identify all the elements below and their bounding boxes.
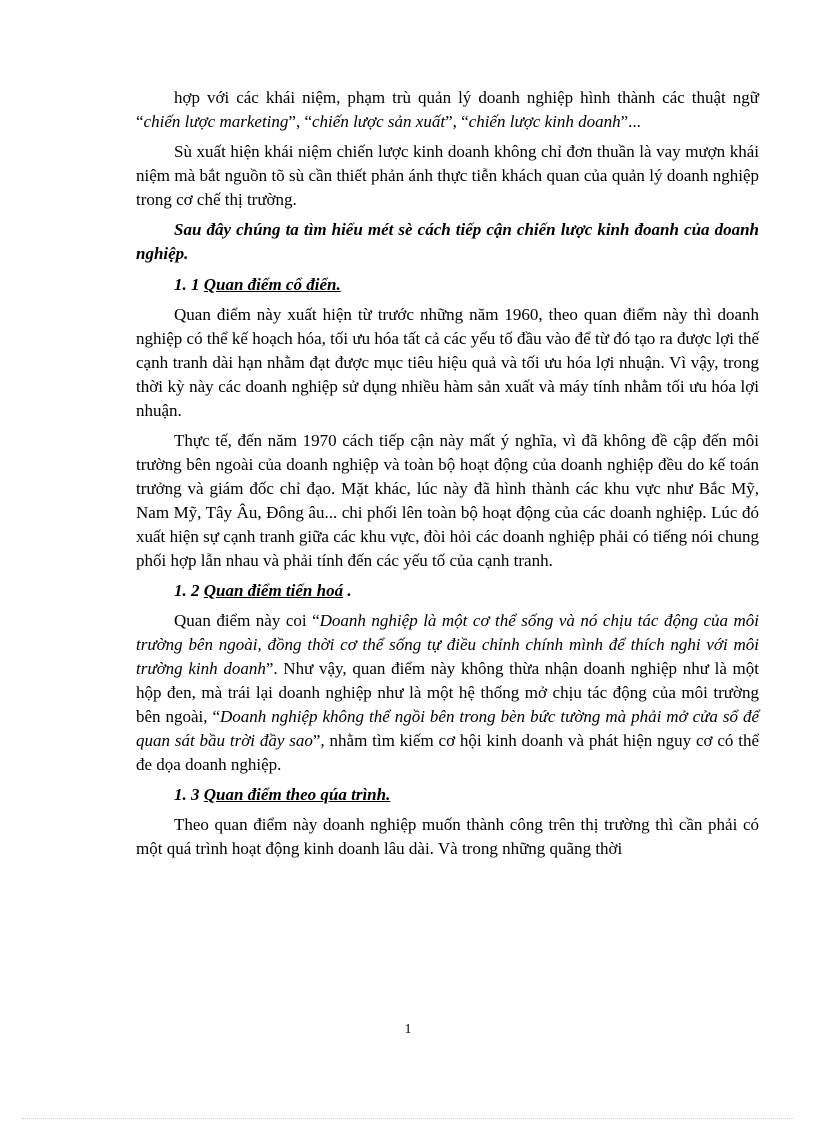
paragraph-1-text-4: ”... <box>620 112 641 131</box>
paragraph-1-text-2: ”, “ <box>288 112 312 131</box>
intro-bold-italic-paragraph: Sau đây chúng ta tìm hiểu mét sè cách tiếp cận chiến lược kinh đoanh của doanh nghiệp. <box>136 220 759 263</box>
paragraph-1-text-1: hợp với các khái niệm, phạm trù quản lý doanh nghiệp hình thành các thuật ngữ “ <box>136 88 759 131</box>
paragraph-evolution-quote-2: Doanh nghiệp không thể ngồi bên trong bèn bức tường mà phải mở cửa sổ để quan sát bầu trời đầy sao <box>136 707 759 750</box>
document-body <box>136 86 759 867</box>
section-heading-1-3 <box>136 783 759 807</box>
paragraph-evolution-text-2: ”. Như vậy, quan điểm này không thừa nhận doanh nghiệp như là một hộp đen, mà trái lại doanh nghiệp như là một hệ thống mở chịu tác động của môi trường bên ngoài, “ <box>136 659 760 726</box>
section-heading-1-2-title: Quan điểm tiến hoá <box>203 581 344 600</box>
section-heading-1-2-number: 1. 2 <box>174 581 204 600</box>
paragraph-1 <box>136 86 759 134</box>
paragraph-evolution-text-1: Quan điểm này coi “ <box>174 611 320 630</box>
paragraph-evolution-text-3: ”, nhằm tìm kiếm cơ hội kinh doanh và phát hiện nguy cơ có thể đe dọa doanh nghiệp. <box>136 731 759 774</box>
section-heading-1-1-title: Quan điểm cổ điển. <box>203 275 341 294</box>
section-heading-1-1-number: 1. 1 <box>174 275 204 294</box>
section-heading-1-3-title: Quan điểm theo qúa trình. <box>203 785 391 804</box>
paragraph-1-italic-2: chiến lược sản xuất <box>312 112 446 131</box>
paragraph-1-text-3: ”, “ <box>445 112 469 131</box>
paragraph-evolution-quote-1: Doanh nghiệp là một cơ thể sống và nó chịu tác động của môi trường bên ngoài, đồng thời cơ thể sống tự điều chỉnh chính mình để thích nghi với môi trường kinh doanh <box>136 611 759 678</box>
section-heading-1-1 <box>136 273 759 297</box>
paragraph-evolution-view <box>136 609 759 777</box>
section-heading-1-2 <box>136 579 759 603</box>
paragraph-reality-1970: Thực tế, đến năm 1970 cách tiếp cận này mất ý nghĩa, vì đã không đề cập đến môi trường bên ngoài của doanh nghiệp và toàn bộ hoạt động của doanh nghiệp đều do kế toán trưởng và giám đốc chỉ đạo. Mặt khác, lúc này đã hình thành các khu vực như Bắc Mỹ, Nam Mỹ, Tây Âu, Đông âu... chi phối lên toàn bộ hoạt động của các doanh nghiệp. Lúc đó xuất hiện sự cạnh tranh giữa các khu vực, đòi hỏi các doanh nghiệp phải có tiếng nói chung phối hợp lẫn nhau và phải tính đến các yếu tố của cạnh tranh. <box>136 431 759 570</box>
section-heading-1-2-tail: . <box>343 581 352 600</box>
section-heading-1-3-number: 1. 3 <box>174 785 204 804</box>
paragraph-1-italic-3: chiến lược kinh doanh <box>468 112 621 131</box>
paragraph-process-view: Theo quan điểm này doanh nghiệp muốn thành công trên thị trường thì cần phải có một quá trình hoạt động kinh doanh lâu dài. Và trong những quãng thời <box>136 815 759 858</box>
paragraph-1-italic-1: chiến lược marketing <box>143 112 289 131</box>
page-bottom-divider <box>22 1118 794 1119</box>
paragraph-classical-view: Quan điểm này xuất hiện từ trước những năm 1960, theo quan điểm này thì doanh nghiệp có thể kế hoạch hóa, tối ưu hóa tất cả các yếu tố đầu vào để từ đó tạo ra được lợi thế cạnh tranh dài hạn nhằm đạt được mục tiêu hiệu quả và tối ưu hóa lợi nhuận. Vì vậy, trong thời kỳ này các doanh nghiệp sử dụng nhiều hàm sản xuất và máy tính nhằm tối ưu hóa lợi nhuận. <box>136 305 759 420</box>
paragraph-2: Sù xuất hiện khái niệm chiến lược kinh doanh không chỉ đơn thuần là vay mượn khái niệm mà bắt nguồn tõ sù cần thiết phản ánh thực tiễn khách quan của quản lý doanh nghiệp trong cơ chế thị trường. <box>136 142 759 209</box>
page-number: 1 <box>404 1022 412 1037</box>
